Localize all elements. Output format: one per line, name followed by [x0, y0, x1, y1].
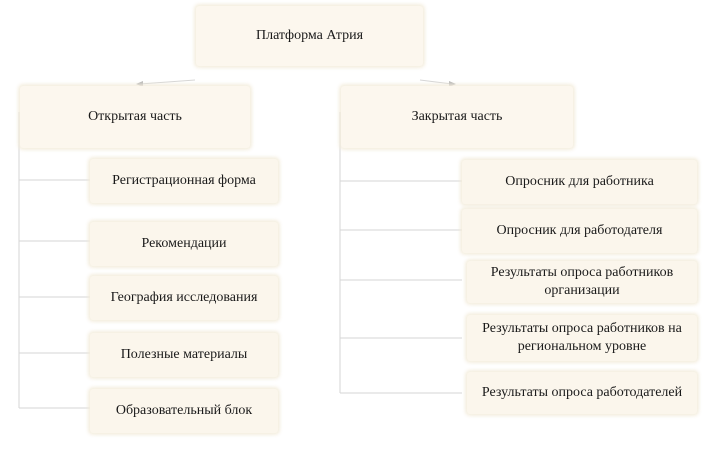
closed-item-label: Опросник для работника	[505, 174, 654, 189]
root-node	[196, 6, 423, 66]
open-item-label: Полезные материалы	[120, 347, 248, 362]
closed-part-title: Закрытая часть	[411, 109, 503, 124]
closed-item-label: Результаты опроса работодателей	[481, 385, 683, 400]
closed-item-employer-questionnaire	[462, 209, 697, 253]
root-label: Платформа Атрия	[255, 28, 364, 43]
open-item-label: Образовательный блок	[115, 403, 253, 418]
closed-item-label: Опросник для работодателя	[496, 223, 663, 238]
open-item-useful-materials	[90, 333, 278, 377]
connector-root-open	[140, 80, 195, 84]
open-item-recommendations	[90, 222, 278, 266]
open-part-node	[20, 86, 250, 148]
open-part-title: Открытая часть	[88, 109, 182, 124]
open-item-label: География исследования	[110, 290, 258, 305]
closed-item-label: Результаты опроса работников на региональном уровне	[482, 321, 682, 354]
closed-item-employer-survey-results	[467, 372, 697, 414]
open-item-education-block	[90, 389, 278, 433]
connector-root-closed	[420, 80, 452, 84]
open-item-label: Регистрационная форма	[112, 173, 256, 188]
closed-item-employee-questionnaire	[462, 160, 697, 204]
open-item-research-geography	[90, 276, 278, 320]
closed-item-label: Результаты опроса работников организации	[490, 265, 674, 298]
open-item-registration-form	[90, 159, 278, 203]
closed-item-regional-survey-results	[467, 315, 697, 361]
closed-part-node	[341, 86, 573, 148]
closed-item-org-survey-results	[467, 261, 697, 303]
open-item-label: Рекомендации	[141, 236, 227, 251]
